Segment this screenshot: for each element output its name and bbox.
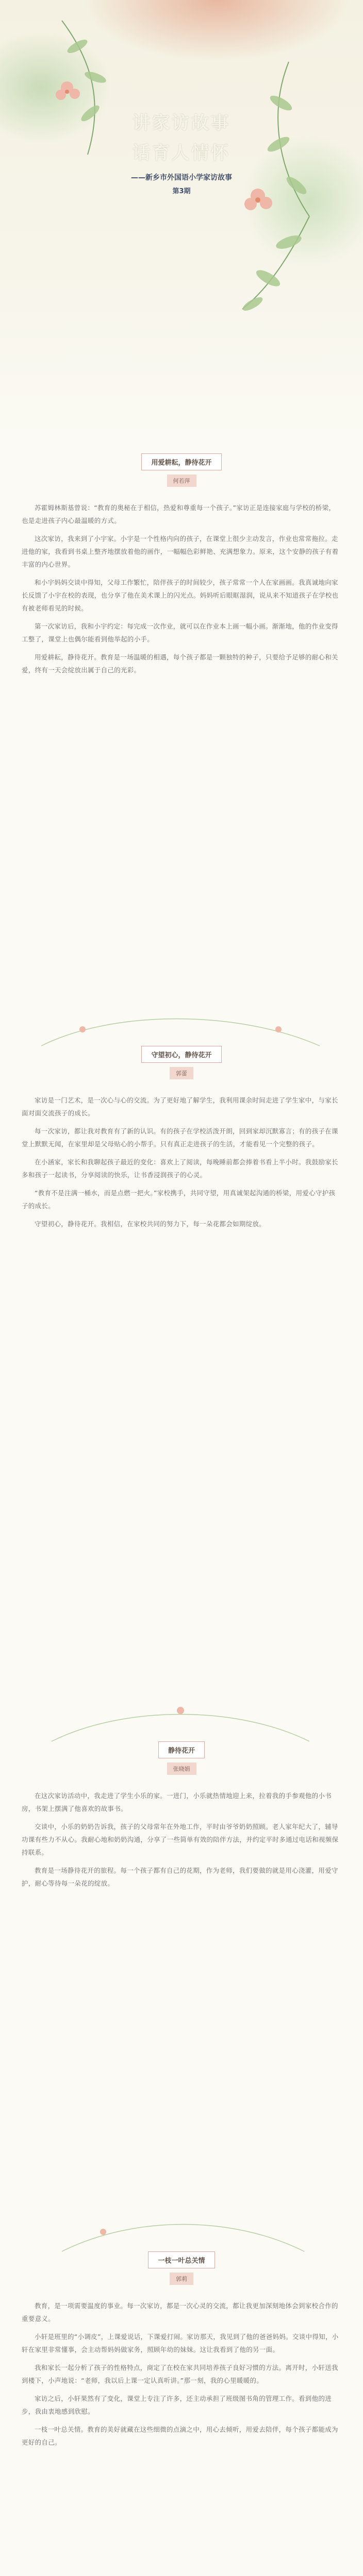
paragraph: 一枝一叶总关情。教育的美好就藏在这些细微的点滴之中，用心去倾听，用爱去陪伴，每个孩子都能成为更好的自己。	[22, 2426, 338, 2446]
paragraph: 和小宇妈妈交谈中得知，父母工作繁忙，陪伴孩子的时间较少，孩子常常一个人在家画画。我真诚地向家长反馈了小宇在校的表现，也分享了他在美术课上的闪光点。妈妈听后眼眶湿润，说从来不知道孩子在学校也有被老师看见的时候。	[22, 579, 339, 612]
section-heading	[121, 453, 242, 487]
paragraph: 第一次家访后，我和小宇约定：每完成一次作业，就可以在作业本上画一幅小画。渐渐地，他的作业变得工整了，课堂上也偶尔能看到他举起的小手。	[22, 622, 338, 643]
paragraph: 这次家访，我来到了小宇家。小宇是一个性格内向的孩子，在课堂上很少主动发言，作业也常常拖拉。走进他的家，我看到书桌上整齐地摆放着他的画作，一幅幅色彩鲜艳、充满想象力。原来，这个安静的孩子有着丰富的内心世界。	[22, 535, 339, 568]
paragraph: 小轩是班里的“小调皮”，上课爱说话，下课爱打闹。家访那天，我见到了他的爸爸妈妈。交谈中得知，小轩在家里非常懂事，会主动帮妈妈做家务，照顾年幼的妹妹。这让我看到了他的另一面。	[22, 2333, 339, 2353]
title-block	[93, 108, 270, 195]
section-heading	[121, 1741, 242, 1775]
header-banner	[0, 0, 363, 443]
page-title-line1: 讲家访故事	[133, 113, 230, 133]
section-body	[22, 2299, 341, 2449]
section-heading	[121, 2251, 242, 2285]
section-author: 何若萍	[167, 474, 196, 487]
story-section	[0, 2251, 363, 2454]
paragraph: 守望初心，静待花开。我相信，在家校共同的努力下，每一朵花都会如期绽放。	[35, 1220, 266, 1228]
paragraph: 教育，是一项需要温度的事业。每一次家访，都是一次心灵的交流，都让我更加深刻地体会到家校合作的重要意义。	[22, 2302, 338, 2323]
story-section	[0, 1046, 363, 1235]
section-author: 郭莉	[170, 2273, 193, 2285]
issue-number: 第3期	[172, 188, 191, 195]
section-author: 张晓娟	[167, 1762, 196, 1775]
paragraph: 教育是一场静待花开的旅程。每一个孩子都有自己的花期，作为老师，我们要做的就是用心浇灌，用爱守护，耐心等待每一朵花的绽放。	[22, 1867, 338, 1887]
paragraph: 在这次家访活动中，我走进了学生小乐的家。一进门，小乐就热情地迎上来，拉着我的手参观他的小书房，书架上摆满了他喜欢的故事书。	[22, 1792, 332, 1812]
section-body	[22, 501, 341, 676]
paragraph: 每一次家访，都让我对教育有了新的认识。有的孩子在学校活泼开朗，回到家却沉默寡言；有的孩子在课堂上默默无闻，在家里却是父母贴心的小帮手。只有真正走进孩子的生活，才能看见一个完整的孩子。	[22, 1127, 338, 1148]
story-section	[0, 1741, 363, 1895]
section-heading	[121, 1046, 242, 1079]
section-title: 静待花开	[158, 1741, 205, 1758]
paragraph: 在小涵家，家长和我聊起孩子最近的变化：喜欢上了阅读，每晚睡前都会捧着书看上半小时。我鼓励家长多和孩子一起读书，分享阅读的快乐，让书香浸润孩子的心灵。	[22, 1158, 338, 1179]
section-body	[22, 1789, 341, 1890]
story-section	[0, 453, 363, 682]
section-title: 用爱耕耘，静待花开	[141, 453, 221, 470]
paragraph: 交谈中，小乐的奶奶告诉我，孩子的父母常年在外地工作，平时由爷爷奶奶照顾。老人家年纪大了，辅导功课有些力不从心。我耐心地和奶奶沟通，分享了一些简单有效的陪伴方法，并约定平时多通过电话和视频保持联系。	[22, 1823, 339, 1856]
section-author: 郭蕾	[170, 1067, 193, 1079]
paragraph: 苏霍姆林斯基曾说：“教育的奥秘在于相信，热爱和尊重每一个孩子。”家访正是连接家庭与学校的桥梁，也是走进孩子内心最温暖的方式。	[22, 504, 336, 524]
section-body	[22, 1094, 341, 1230]
paragraph: 家访之后，小轩果然有了变化，课堂上专注了许多，还主动承担了班级图书角的管理工作。看到他的进步，我由衷地感到欣慰。	[22, 2395, 332, 2415]
paragraph: 用爱耕耘，静待花开。教育是一场温暖的相遇，每个孩子都是一颗独特的种子，只要给予足够的耐心和关爱，终有一天会绽放出属于自己的光彩。	[22, 653, 338, 674]
page-subtitle: ——新乡市外国语小学家访故事	[131, 174, 232, 182]
section-title: 守望初心，静待花开	[141, 1046, 221, 1063]
paragraph: 我和家长一起分析了孩子的性格特点，商定了在校在家共同培养孩子良好习惯的方法。离开时，小轩送我到楼下，小声地说：“老师，我以后上课一定认真听讲。”那一刻，我的心里暖暖的。	[22, 2364, 338, 2384]
page-title-line2: 话育人情怀	[133, 143, 230, 163]
paragraph: “教育不是注满一桶水，而是点燃一把火。”家校携手，共同守望，用真诚架起沟通的桥梁，用爱心守护孩子的成长。	[22, 1189, 336, 1210]
section-title: 一枝一叶总关情	[148, 2251, 214, 2268]
paragraph: 家访是一门艺术，是一次心与心的交流。为了更好地了解学生，我利用课余时间走进了学生家中，与家长面对面交流孩子的成长。	[22, 1096, 338, 1117]
leaf-branch-icon	[0, 0, 363, 443]
